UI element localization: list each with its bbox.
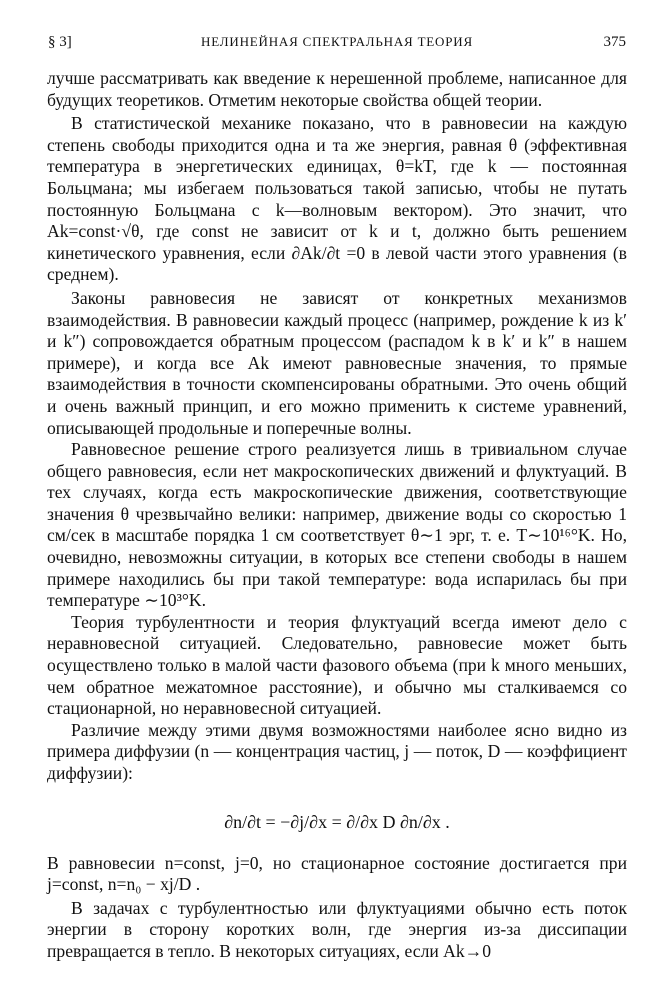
paragraph: Законы равновесия не зависят от конкретных механизмов взаимодействия. В равновесии каждый процесс (например, рождение k из k′ и k″) сопровождается обратным процессом (распадом k в k′ и k″ в нашем примере), и когда все Ak имеют равновесные значения, то прямые взаимодействия в точности скомпенсированы обратными. Это очень общий и очень важный принцип, и его можно применить к системе уравнений, описывающей продольные и поперечные волны.: [47, 287, 627, 438]
paragraph: В равновесии n=const, j=0, но стационарное состояние достигается при j=const, n=n₀ − xj/D .: [47, 852, 627, 895]
paragraph: Равновесное решение строго реализуется лишь в тривиальном случае общего равновесия, если нет макроскопических движений и флуктуаций. В тех случаях, когда есть макроскопические движения, соответствующие значения θ чрезвычайно велики: например, движение воды со скоростью 1 см/сек в масштабе порядка 1 см соответствует θ∼1 эрг, т. е. T∼10¹⁶°K. Но, очевидно, невозможны ситуации, в которых все степени свободы в нашем примере находились бы при такой температуре: вода испарилась бы при температуре ∼10³°K.: [47, 439, 627, 611]
diffusion-equation: ∂n/∂t = −∂j/∂x = ∂/∂x D ∂n/∂x .: [224, 811, 450, 832]
body-text: [47, 68, 627, 963]
running-header: [48, 30, 626, 54]
paragraph: В статистической механике показано, что в равновесии на каждую степень свободы приходится одна и та же энергия, равная θ (эффективная температура в энергетических единицах, θ=kT, где k — постоянная Больцмана; мы избегаем пользоваться такой записью, чтобы не путать постоянную Больцмана с k—волновым вектором). Это значит, что Ak=const·√θ, где const не зависит от k и t, должно быть решением кинетического уравнения, если ∂Ak/∂t =0 в левой части этого уравнения (в среднем).: [47, 113, 627, 285]
paragraph: Различие между этими двумя возможностями наиболее ясно видно из примера диффузии (n — концентрация частиц, j — поток, D — коэффициент диффузии):: [47, 719, 627, 783]
paragraph: лучше рассматривать как введение к нерешенной проблеме, написанное для будущих теоретиков. Отметим некоторые свойства общей теории.: [47, 68, 627, 110]
running-title: НЕЛИНЕЙНАЯ СПЕКТРАЛЬНАЯ ТЕОРИЯ: [201, 34, 473, 49]
page-number: 375: [603, 34, 626, 50]
section-marker: § 3]: [48, 34, 72, 50]
paragraph: В задачах с турбулентностью или флуктуациями обычно есть поток энергии в сторону коротких волн, где энергия из-за диссипации превращается в тепло. В некоторых ситуациях, если Ak→0: [47, 897, 627, 961]
paragraph: Теория турбулентности и теория флуктуаций всегда имеют дело с неравновесной ситуацией. Следовательно, равновесие может быть осуществлено только в малой части фазового объема (при k много меньших, чем обратное межатомное расстояние), и обычно мы сталкиваемся со стационарной, но неравновесной ситуацией.: [47, 611, 627, 719]
